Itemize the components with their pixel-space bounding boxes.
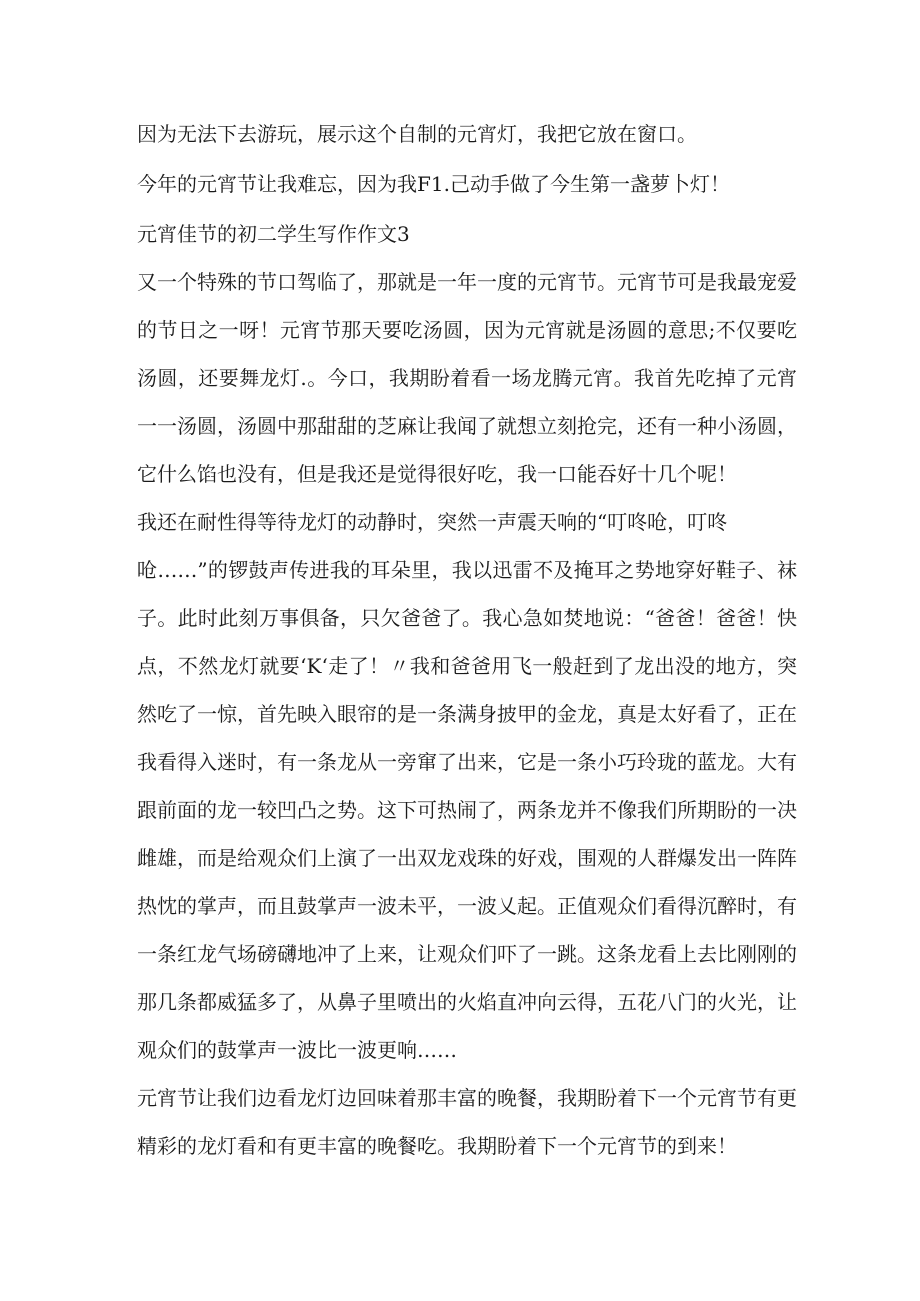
text-line-7: 一一汤圆，汤圆中那甜甜的芝麻让我闻了就想立刻抢完，还有一种小汤圆， [137, 414, 797, 438]
text-line-12: 点，不然龙灯就要‘K‘走了！〃我和爸爸用飞一般赶到了龙出没的地方，突 [137, 654, 797, 678]
text-line-18: 一条红龙气场磅礴地冲了上来，让观众们吓了一跳。这条龙看上去比刚刚的 [137, 942, 797, 966]
text-line-10: 呛……”的锣鼓声传进我的耳朵里，我以迅雷不及掩耳之势地穿好鞋子、袜 [137, 558, 797, 582]
text-line-16: 雌雄，而是给观众们上演了一出双龙戏珠的好戏，围观的人群爆发出一阵阵 [137, 846, 797, 870]
text-line-11: 子。此时此刻万事俱备，只欠爸爸了。我心急如焚地说：“爸爸！爸爸！快 [137, 606, 797, 630]
text-line-8: 它什么馅也没有，但是我还是觉得很好吃，我一口能吞好十几个呢！ [137, 462, 737, 486]
text-line-9: 我还在耐性得等待龙灯的动静时，突然一声震天响的“叮咚呛，叮咚 [137, 510, 728, 534]
text-line-20: 观众们的鼓掌声一波比一波更响…… [137, 1038, 457, 1062]
text-line-4: 又一个特殊的节口驾临了，那就是一年一度的元宵节。元宵节可是我最宠爱 [137, 270, 797, 294]
text-line-19: 那几条都威猛多了，从鼻子里喷出的火焰直冲向云得，五花八门的火光，让 [137, 990, 797, 1014]
text-line-21: 元宵节让我们边看龙灯边回味着那丰富的晚餐，我期盼着下一个元宵节有更 [137, 1086, 797, 1110]
section-title: 元宵佳节的初二学生写作作文3 [137, 222, 410, 246]
text-line-17: 热忱的掌声，而且鼓掌声一波未平，一波乂起。正值观众们看得沉醉时，有 [137, 894, 797, 918]
text-line-1: 因为无法下去游玩，展示这个自制的元宵灯，我把它放在窗口。 [137, 122, 697, 146]
text-line-22: 精彩的龙灯看和有更丰富的晚餐吃。我期盼着下一个元宵节的到来！ [137, 1134, 737, 1158]
text-line-2: 今年的元宵节让我难忘，因为我F1.己动手做了今生第一盏萝卜灯！ [137, 172, 730, 196]
text-line-5: 的节日之一呀！元宵节那天要吃汤圆，因为元宵就是汤圆的意思;不仅要吃 [137, 318, 797, 342]
text-line-15: 跟前面的龙一较凹凸之势。这下可热闹了，两条龙并不像我们所期盼的一决 [137, 798, 797, 822]
text-line-6: 汤圆，还要舞龙灯.。今口，我期盼着看一场龙腾元宵。我首先吃掉了元宵 [137, 366, 797, 390]
text-line-14: 我看得入迷时，有一条龙从一旁窜了出来，它是一条小巧玲珑的蓝龙。大有 [137, 750, 797, 774]
text-line-13: 然吃了一惊，首先映入眼帘的是一条满身披甲的金龙，真是太好看了，正在 [137, 702, 797, 726]
